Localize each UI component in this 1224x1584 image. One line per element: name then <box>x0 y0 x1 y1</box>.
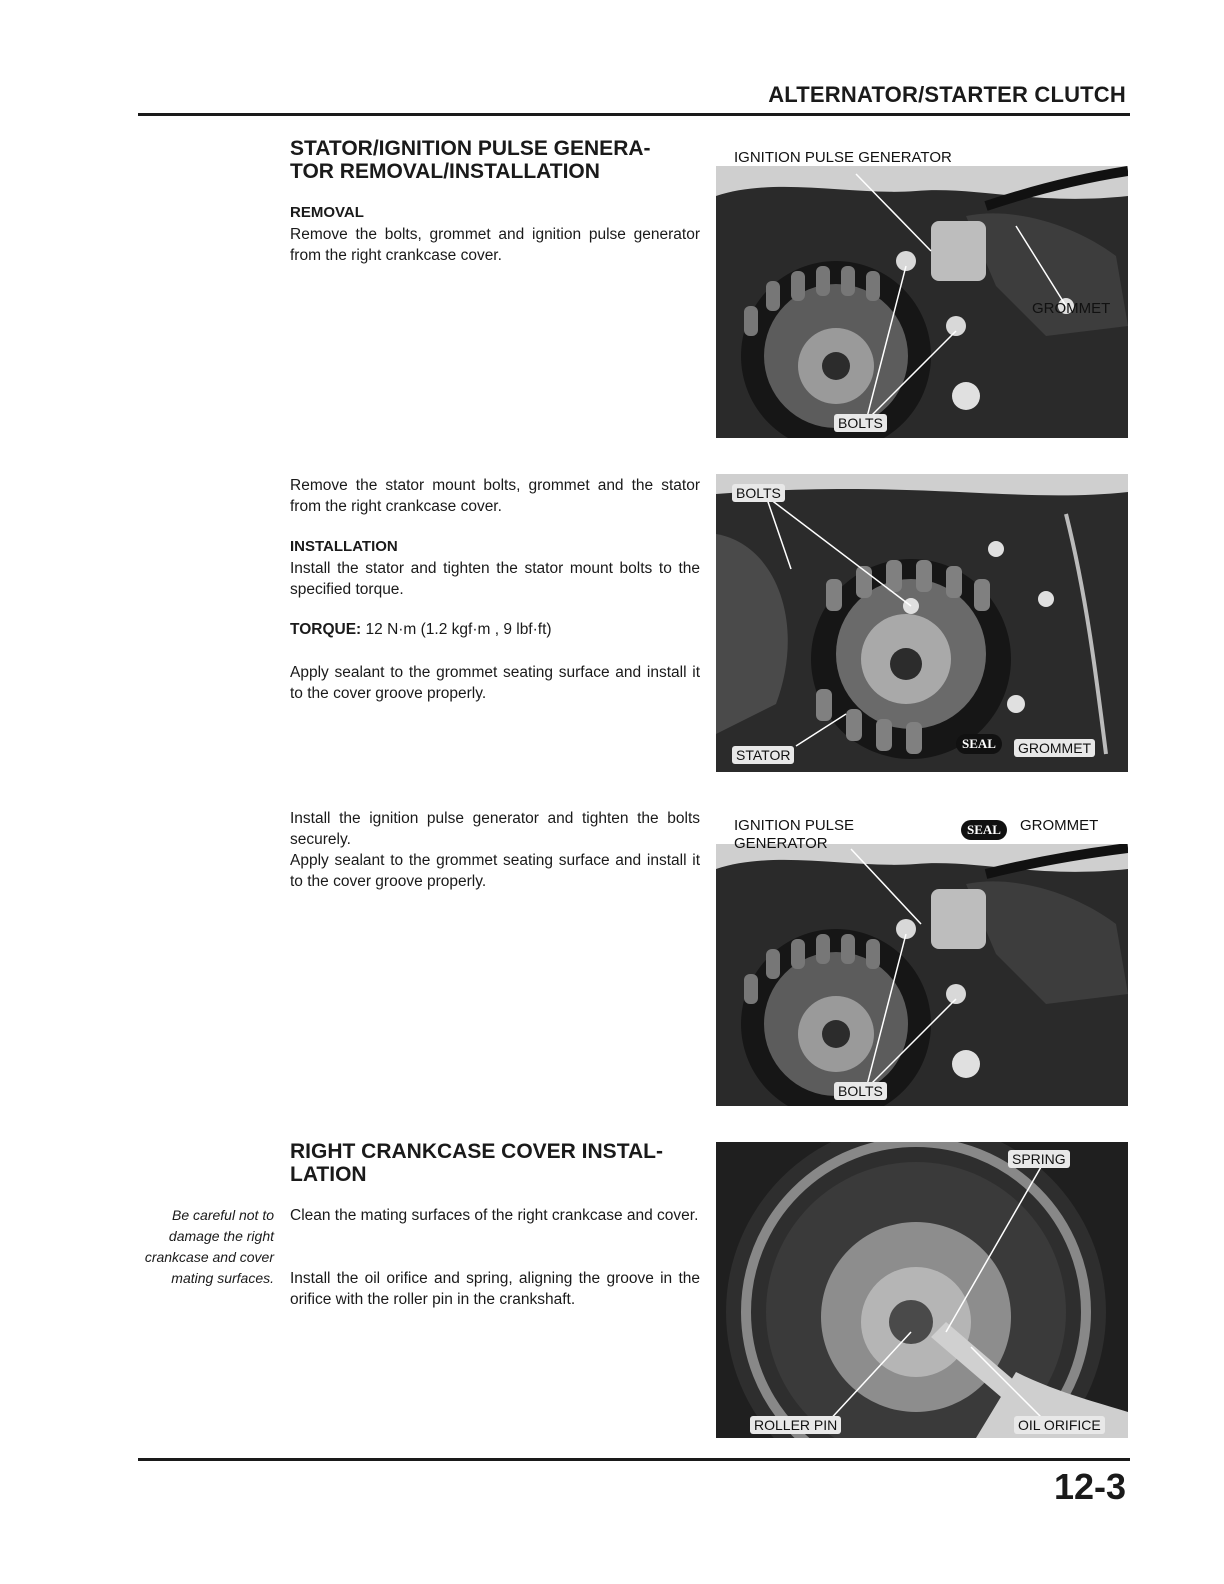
label-roller-pin: ROLLER PIN <box>750 1416 841 1434</box>
section-title-line: STATOR/IGNITION PULSE GENERA- <box>290 137 651 160</box>
install-pulse-paragraph <box>290 808 700 892</box>
paragraph-text: Install the stator and tighten the stator mount bolts to the specified torque. <box>290 560 700 598</box>
label-spring: SPRING <box>1008 1150 1070 1168</box>
torque-spec <box>290 621 552 639</box>
seal-symbol: SEAL <box>956 734 1002 754</box>
installation-heading: INSTALLATION <box>290 538 398 555</box>
page-number: 12-3 <box>1053 1466 1126 1507</box>
section-title-line: RIGHT CRANKCASE COVER INSTAL- <box>290 1140 663 1163</box>
section-title-crankcase-cover <box>290 1140 700 1186</box>
section-title-line: TOR REMOVAL/INSTALLATION <box>290 160 600 183</box>
label-generator: GENERATOR <box>734 835 828 852</box>
figure-stator-removal <box>716 474 1128 772</box>
installation-paragraph <box>290 558 700 600</box>
cover-paragraph-1 <box>290 1205 700 1226</box>
label-stator: STATOR <box>732 746 794 764</box>
paragraph-text: Clean the mating surfaces of the right crankcase and cover. <box>290 1207 699 1224</box>
cover-paragraph-2 <box>290 1268 700 1310</box>
header-rule <box>138 113 1130 116</box>
label-grommet: GROMMET <box>1032 300 1111 317</box>
sealant-paragraph <box>290 662 700 704</box>
figure-photo <box>716 844 1128 1106</box>
removal-paragraph-2 <box>290 475 700 517</box>
section-title-line: LATION <box>290 1163 367 1186</box>
caution-side-note: Be careful not to damage the right crankcase and cover mating surfaces. <box>144 1207 274 1286</box>
paragraph-text: Apply sealant to the grommet seating surface and install it to the cover groove properly. <box>290 852 700 890</box>
label-bolts: BOLTS <box>834 1082 887 1100</box>
label-oil-orifice: OIL ORIFICE <box>1014 1416 1105 1434</box>
figure-oil-orifice-install <box>716 1142 1128 1438</box>
footer-rule <box>138 1458 1130 1461</box>
label-ignition-pulse: IGNITION PULSE <box>734 817 855 834</box>
paragraph-text: Install the oil orifice and spring, aligning the groove in the orifice with the roller pin in the crankshaft. <box>290 1270 700 1308</box>
figure-pulse-generator-install <box>716 806 1128 1106</box>
paragraph-text: Remove the stator mount bolts, grommet and the stator from the right crankcase cover. <box>290 477 700 515</box>
figure-pulse-generator-removal <box>716 138 1128 438</box>
removal-heading: REMOVAL <box>290 204 364 221</box>
torque-value: 12 N·m (1.2 kgf·m , 9 lbf·ft) <box>365 621 552 638</box>
paragraph-text: Apply sealant to the grommet seating surface and install it to the cover groove properly. <box>290 664 700 702</box>
label-grommet: GROMMET <box>1014 739 1095 757</box>
label-ignition-pulse-generator: IGNITION PULSE GENERATOR <box>734 149 952 166</box>
section-title-stator <box>290 137 700 183</box>
page-header-title: ALTERNATOR/STARTER CLUTCH <box>768 82 1126 107</box>
seal-symbol: SEAL <box>961 820 1007 840</box>
label-bolts: BOLTS <box>732 484 785 502</box>
paragraph-text: Remove the bolts, grommet and ignition pulse generator from the right crankcase cover. <box>290 226 700 264</box>
label-bolts: BOLTS <box>834 414 887 432</box>
torque-label: TORQUE: <box>290 621 362 638</box>
removal-paragraph-1 <box>290 224 700 266</box>
label-grommet: GROMMET <box>1020 817 1099 834</box>
paragraph-text: Install the ignition pulse generator and tighten the bolts securely. <box>290 810 700 848</box>
